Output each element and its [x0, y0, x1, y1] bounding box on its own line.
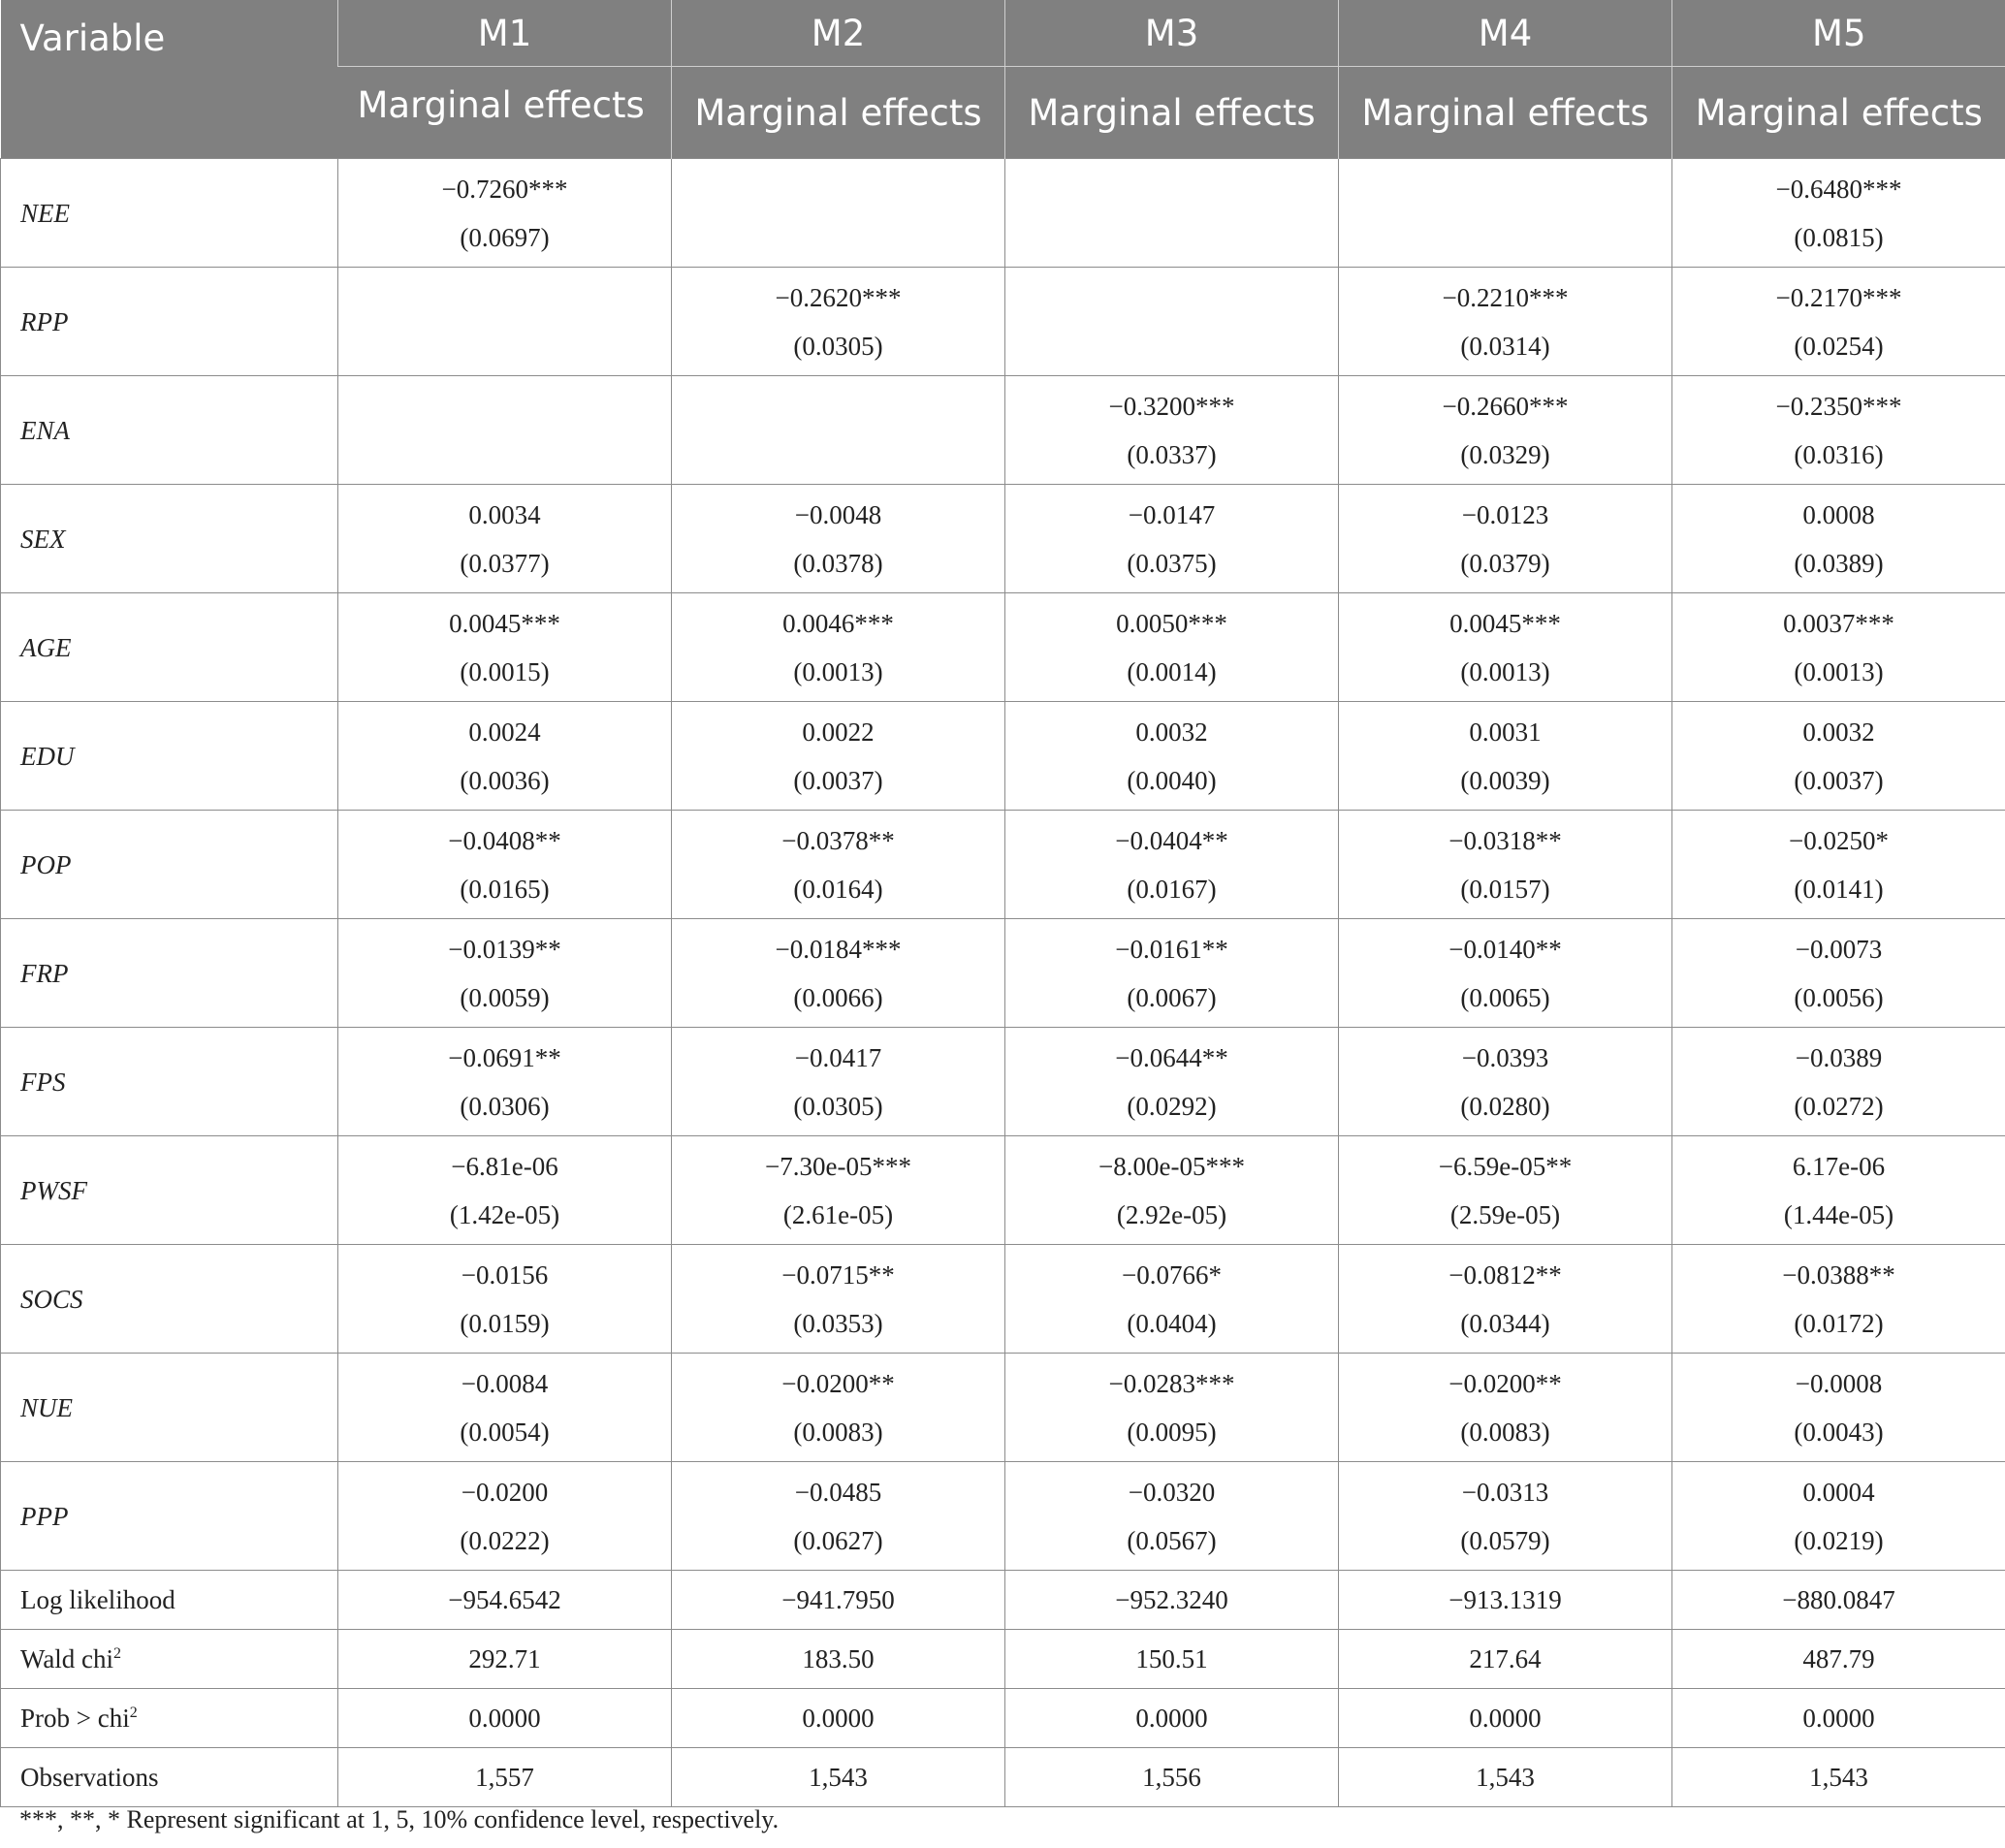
coef-cell	[1005, 919, 1339, 1028]
coefficient-value: 0.0031	[1469, 717, 1542, 747]
coef-cell	[1672, 593, 2005, 702]
stat-label-text: Wald chi	[20, 1644, 114, 1673]
table-row	[1, 1571, 2005, 1630]
standard-error-value: (0.0066)	[793, 982, 883, 1012]
subheader-m1: Marginal effects	[338, 67, 672, 159]
row-label: SEX	[1, 485, 338, 593]
coefficient-value: 0.0032	[1135, 717, 1208, 747]
coefficient-value: −0.0388**	[1782, 1259, 1895, 1290]
coefficient-value: −0.0140**	[1448, 934, 1562, 964]
standard-error-value: (0.0353)	[793, 1308, 883, 1338]
coefficient-value: 0.0037***	[1783, 608, 1894, 638]
row-label: FRP	[1, 919, 338, 1028]
coef-cell	[1339, 1028, 1672, 1136]
table-row	[1, 702, 2005, 811]
table-row	[1, 1630, 2005, 1689]
stat-value: 183.50	[672, 1630, 1005, 1689]
standard-error-value: (0.0014)	[1127, 656, 1217, 686]
standard-error-value: (0.0815)	[1794, 222, 1884, 252]
standard-error-value: (0.0306)	[460, 1091, 550, 1121]
table-row	[1, 1245, 2005, 1354]
coef-cell	[1339, 1354, 1672, 1462]
standard-error-value: (2.59e-05)	[1449, 1199, 1561, 1229]
coef-cell	[1672, 811, 2005, 919]
coefficient-value: −0.6480***	[1775, 174, 1902, 204]
coef-cell	[1005, 268, 1339, 376]
stat-value: 1,557	[338, 1748, 672, 1807]
coef-cell	[1005, 702, 1339, 811]
coef-cell	[338, 1136, 672, 1245]
coef-cell	[1672, 1028, 2005, 1136]
coef-cell	[672, 268, 1005, 376]
table-body	[1, 159, 2005, 1807]
coefficient-value: −0.0417	[794, 1042, 882, 1072]
stat-value: 487.79	[1672, 1630, 2005, 1689]
coef-cell	[338, 1028, 672, 1136]
coefficient-value: −0.0250*	[1789, 825, 1889, 855]
standard-error-value	[1339, 213, 1671, 262]
standard-error-value: (0.0404)	[1127, 1308, 1217, 1338]
stat-value: 1,543	[672, 1748, 1005, 1807]
coef-cell	[1005, 1462, 1339, 1571]
standard-error-value: (0.0280)	[1460, 1091, 1550, 1121]
standard-error-value: (0.0377)	[460, 548, 550, 578]
coef-cell	[672, 702, 1005, 811]
row-label: NEE	[1, 159, 338, 268]
standard-error-value: (0.0054)	[460, 1417, 550, 1447]
stat-value: −941.7950	[672, 1571, 1005, 1630]
model-header-m3: M3	[1005, 0, 1339, 67]
coefficient-value: −0.0320	[1128, 1477, 1216, 1507]
standard-error-value: (0.0013)	[1460, 656, 1550, 686]
stat-value: 1,556	[1005, 1748, 1339, 1807]
coefficient-value: −0.0408**	[448, 825, 561, 855]
coefficient-value: −0.0644**	[1115, 1042, 1228, 1072]
table-row	[1, 919, 2005, 1028]
coef-cell	[1005, 1028, 1339, 1136]
standard-error-value: (0.0065)	[1460, 982, 1550, 1012]
standard-error-value: (0.0254)	[1794, 331, 1884, 361]
coef-cell	[1339, 268, 1672, 376]
standard-error-value: (0.0567)	[1127, 1525, 1217, 1555]
model-header-m4: M4	[1339, 0, 1672, 67]
row-label: AGE	[1, 593, 338, 702]
standard-error-value: (0.0037)	[1794, 765, 1884, 795]
stat-label	[1, 1748, 338, 1807]
coef-cell	[1672, 1245, 2005, 1354]
coef-cell	[1672, 1354, 2005, 1462]
coefficient-value: −0.2350***	[1775, 391, 1902, 421]
coef-cell	[338, 1354, 672, 1462]
standard-error-value: (0.0159)	[460, 1308, 550, 1338]
row-label: RPP	[1, 268, 338, 376]
coefficient-value: −0.0691**	[448, 1042, 561, 1072]
model-header-m1: M1	[338, 0, 672, 67]
standard-error-value: (0.0037)	[793, 765, 883, 795]
coefficient-value: −0.0404**	[1115, 825, 1228, 855]
standard-error-value: (0.0579)	[1460, 1525, 1550, 1555]
standard-error-value	[672, 213, 1004, 262]
coefficient-value	[338, 382, 671, 430]
coefficient-value: −0.0156	[461, 1259, 549, 1290]
stat-value: 217.64	[1339, 1630, 1672, 1689]
stat-label-text: Observations	[20, 1763, 159, 1792]
table-row	[1, 376, 2005, 485]
coefficient-value: 0.0032	[1802, 717, 1875, 747]
stat-value: −880.0847	[1672, 1571, 2005, 1630]
variable-header: Variable	[1, 0, 338, 159]
coefficient-value: −0.0200**	[1448, 1368, 1562, 1398]
coefficient-value: −0.0008	[1795, 1368, 1883, 1398]
stat-value: 0.0000	[672, 1689, 1005, 1748]
subheader-m5: Marginal effects	[1672, 67, 2005, 159]
row-label: PWSF	[1, 1136, 338, 1245]
coef-cell	[1005, 1136, 1339, 1245]
coefficient-value: −0.0389	[1795, 1042, 1883, 1072]
coefficient-value: 0.0050***	[1116, 608, 1227, 638]
coefficient-value: −6.81e-06	[451, 1151, 558, 1181]
standard-error-value: (0.0627)	[793, 1525, 883, 1555]
standard-error-value: (0.0157)	[1460, 874, 1550, 904]
standard-error-value: (0.0292)	[1127, 1091, 1217, 1121]
stat-label-superscript: 2	[113, 1645, 122, 1662]
coefficient-value: −0.2210***	[1442, 282, 1569, 312]
stat-value: 292.71	[338, 1630, 672, 1689]
standard-error-value: (0.0067)	[1127, 982, 1217, 1012]
coefficient-value: −8.00e-05***	[1098, 1151, 1245, 1181]
coef-cell	[672, 919, 1005, 1028]
coefficient-value	[672, 165, 1004, 213]
standard-error-value	[1005, 322, 1338, 370]
stat-label-superscript: 2	[129, 1705, 138, 1721]
standard-error-value: (0.0083)	[1460, 1417, 1550, 1447]
coefficient-value: −0.0313	[1461, 1477, 1549, 1507]
coef-cell	[672, 1462, 1005, 1571]
table-row	[1, 1136, 2005, 1245]
coefficient-value: −0.2660***	[1442, 391, 1569, 421]
subheader-m3: Marginal effects	[1005, 67, 1339, 159]
table-row	[1, 1748, 2005, 1807]
coef-cell	[672, 811, 1005, 919]
coef-cell	[338, 159, 672, 268]
coefficient-value	[1339, 165, 1671, 213]
coef-cell	[338, 919, 672, 1028]
standard-error-value: (0.0167)	[1127, 874, 1217, 904]
standard-error-value	[338, 430, 671, 479]
coefficient-value: −0.0123	[1461, 499, 1549, 529]
table-row	[1, 811, 2005, 919]
standard-error-value: (0.0389)	[1794, 548, 1884, 578]
coef-cell	[672, 485, 1005, 593]
subheader-m2: Marginal effects	[672, 67, 1005, 159]
table-row	[1, 1462, 2005, 1571]
coefficient-value: −0.0393	[1461, 1042, 1549, 1072]
coefficient-value: −0.0184***	[775, 934, 902, 964]
coef-cell	[1339, 702, 1672, 811]
coef-cell	[1672, 268, 2005, 376]
model-header-m5: M5	[1672, 0, 2005, 67]
coefficient-value: 0.0008	[1802, 499, 1875, 529]
coefficient-value: 0.0022	[802, 717, 875, 747]
standard-error-value: (0.0222)	[460, 1525, 550, 1555]
coef-cell	[1672, 702, 2005, 811]
standard-error-value: (0.0039)	[1460, 765, 1550, 795]
coef-cell	[1672, 1462, 2005, 1571]
standard-error-value: (0.0378)	[793, 548, 883, 578]
coef-cell	[338, 376, 672, 485]
row-label: EDU	[1, 702, 338, 811]
standard-error-value: (0.0337)	[1127, 439, 1217, 469]
stat-value: 150.51	[1005, 1630, 1339, 1689]
coefficient-value: −0.0200	[461, 1477, 549, 1507]
stat-value: 1,543	[1339, 1748, 1672, 1807]
coef-cell	[1339, 593, 1672, 702]
standard-error-value: (0.0083)	[793, 1417, 883, 1447]
coefficient-value: −0.0084	[461, 1368, 549, 1398]
coef-cell	[1005, 159, 1339, 268]
standard-error-value: (0.0172)	[1794, 1308, 1884, 1338]
table-row	[1, 1354, 2005, 1462]
coefficient-value: −0.0378**	[781, 825, 895, 855]
stat-label	[1, 1571, 338, 1630]
coef-cell	[1339, 811, 1672, 919]
row-label: PPP	[1, 1462, 338, 1571]
coef-cell	[1339, 159, 1672, 268]
standard-error-value: (0.0141)	[1794, 874, 1884, 904]
coefficient-value: −0.0161**	[1115, 934, 1228, 964]
standard-error-value: (0.0040)	[1127, 765, 1217, 795]
standard-error-value: (0.0344)	[1460, 1308, 1550, 1338]
coef-cell	[672, 1245, 1005, 1354]
coef-cell	[1005, 1245, 1339, 1354]
standard-error-value: (0.0697)	[460, 222, 550, 252]
standard-error-value: (0.0059)	[460, 982, 550, 1012]
coefficient-value: 6.17e-06	[1792, 1151, 1886, 1181]
coef-cell	[672, 376, 1005, 485]
stat-value: 0.0000	[1339, 1689, 1672, 1748]
standard-error-value: (0.0036)	[460, 765, 550, 795]
standard-error-value: (0.0375)	[1127, 548, 1217, 578]
coef-cell	[338, 593, 672, 702]
table-header	[1, 0, 2005, 159]
coefficient-value: −0.0139**	[448, 934, 561, 964]
coef-cell	[338, 485, 672, 593]
standard-error-value: (0.0219)	[1794, 1525, 1884, 1555]
coefficient-value: −0.0073	[1795, 934, 1883, 964]
coefficient-value: 0.0046***	[782, 608, 894, 638]
coefficient-value: −0.0200**	[781, 1368, 895, 1398]
coef-cell	[1672, 159, 2005, 268]
coefficient-value	[672, 382, 1004, 430]
coef-cell	[1005, 811, 1339, 919]
coef-cell	[338, 1462, 672, 1571]
standard-error-value	[672, 430, 1004, 479]
standard-error-value: (0.0164)	[793, 874, 883, 904]
coefficient-value: 0.0004	[1802, 1477, 1875, 1507]
row-label: FPS	[1, 1028, 338, 1136]
coefficient-value: −0.2170***	[1775, 282, 1902, 312]
coef-cell	[672, 1354, 1005, 1462]
coefficient-value: −0.0766*	[1122, 1259, 1222, 1290]
standard-error-value: (0.0379)	[1460, 548, 1550, 578]
coefficient-value: 0.0045***	[449, 608, 560, 638]
stat-label-text: Prob > chi	[20, 1704, 130, 1733]
coef-cell	[1005, 376, 1339, 485]
stat-value: 0.0000	[1672, 1689, 2005, 1748]
coef-cell	[1339, 919, 1672, 1028]
standard-error-value: (0.0316)	[1794, 439, 1884, 469]
standard-error-value: (0.0013)	[1794, 656, 1884, 686]
coefficient-value: 0.0045***	[1449, 608, 1561, 638]
standard-error-value	[338, 322, 671, 370]
coefficient-value: −0.3200***	[1108, 391, 1235, 421]
coefficient-value: −0.0812**	[1448, 1259, 1562, 1290]
subheader-m4: Marginal effects	[1339, 67, 1672, 159]
coefficient-value	[338, 273, 671, 322]
standard-error-value: (0.0095)	[1127, 1417, 1217, 1447]
stat-value: −913.1319	[1339, 1571, 1672, 1630]
stat-value: 1,543	[1672, 1748, 2005, 1807]
row-label: ENA	[1, 376, 338, 485]
coef-cell	[672, 1136, 1005, 1245]
standard-error-value: (0.0329)	[1460, 439, 1550, 469]
row-label: POP	[1, 811, 338, 919]
coefficient-value: −0.0485	[794, 1477, 882, 1507]
coef-cell	[338, 268, 672, 376]
coef-cell	[1005, 485, 1339, 593]
coef-cell	[338, 811, 672, 919]
coefficient-value: −0.2620***	[775, 282, 902, 312]
stat-value: −954.6542	[338, 1571, 672, 1630]
stat-label	[1, 1630, 338, 1689]
table-row	[1, 159, 2005, 268]
stat-label	[1, 1689, 338, 1748]
coef-cell	[1672, 376, 2005, 485]
coefficient-value: −7.30e-05***	[765, 1151, 911, 1181]
standard-error-value: (0.0272)	[1794, 1091, 1884, 1121]
coefficient-value: −6.59e-05**	[1438, 1151, 1573, 1181]
stat-value: 0.0000	[338, 1689, 672, 1748]
coef-cell	[672, 593, 1005, 702]
coef-cell	[1339, 1462, 1672, 1571]
coefficient-value	[1005, 165, 1338, 213]
coefficient-value: −0.0715**	[781, 1259, 895, 1290]
standard-error-value: (1.44e-05)	[1783, 1199, 1894, 1229]
standard-error-value: (1.42e-05)	[449, 1199, 560, 1229]
standard-error-value: (0.0043)	[1794, 1417, 1884, 1447]
coef-cell	[1672, 485, 2005, 593]
coef-cell	[1339, 1136, 1672, 1245]
standard-error-value: (0.0314)	[1460, 331, 1550, 361]
coef-cell	[1339, 376, 1672, 485]
coef-cell	[338, 702, 672, 811]
coef-cell	[1339, 1245, 1672, 1354]
coefficient-value	[1005, 273, 1338, 322]
standard-error-value: (2.92e-05)	[1116, 1199, 1227, 1229]
coef-cell	[672, 159, 1005, 268]
row-label: NUE	[1, 1354, 338, 1462]
coef-cell	[1005, 593, 1339, 702]
table-row	[1, 485, 2005, 593]
standard-error-value: (0.0015)	[460, 656, 550, 686]
coef-cell	[1672, 919, 2005, 1028]
stat-value: −952.3240	[1005, 1571, 1339, 1630]
stat-label-text: Log likelihood	[20, 1585, 175, 1614]
model-header-m2: M2	[672, 0, 1005, 67]
coefficient-value: −0.0048	[794, 499, 882, 529]
table-row	[1, 1689, 2005, 1748]
row-label: SOCS	[1, 1245, 338, 1354]
stat-value: 0.0000	[1005, 1689, 1339, 1748]
coefficient-value: −0.7260***	[441, 174, 568, 204]
standard-error-value: (0.0305)	[793, 331, 883, 361]
table-row	[1, 268, 2005, 376]
standard-error-value: (0.0305)	[793, 1091, 883, 1121]
standard-error-value: (2.61e-05)	[782, 1199, 894, 1229]
coefficient-value: 0.0034	[468, 499, 541, 529]
standard-error-value: (0.0013)	[793, 656, 883, 686]
coef-cell	[1005, 1354, 1339, 1462]
standard-error-value	[1005, 213, 1338, 262]
coef-cell	[1672, 1136, 2005, 1245]
coef-cell	[338, 1245, 672, 1354]
coefficient-value: −0.0318**	[1448, 825, 1562, 855]
table-row	[1, 593, 2005, 702]
coef-cell	[672, 1028, 1005, 1136]
coefficient-value: 0.0024	[468, 717, 541, 747]
table-footnote: ***, **, * Represent significant at 1, 5, 10% confidence level, respectively.	[19, 1805, 780, 1833]
table-row	[1, 1028, 2005, 1136]
standard-error-value: (0.0165)	[460, 874, 550, 904]
coef-cell	[1339, 485, 1672, 593]
standard-error-value: (0.0056)	[1794, 982, 1884, 1012]
coefficient-value: −0.0283***	[1108, 1368, 1235, 1398]
coefficient-value: −0.0147	[1128, 499, 1216, 529]
